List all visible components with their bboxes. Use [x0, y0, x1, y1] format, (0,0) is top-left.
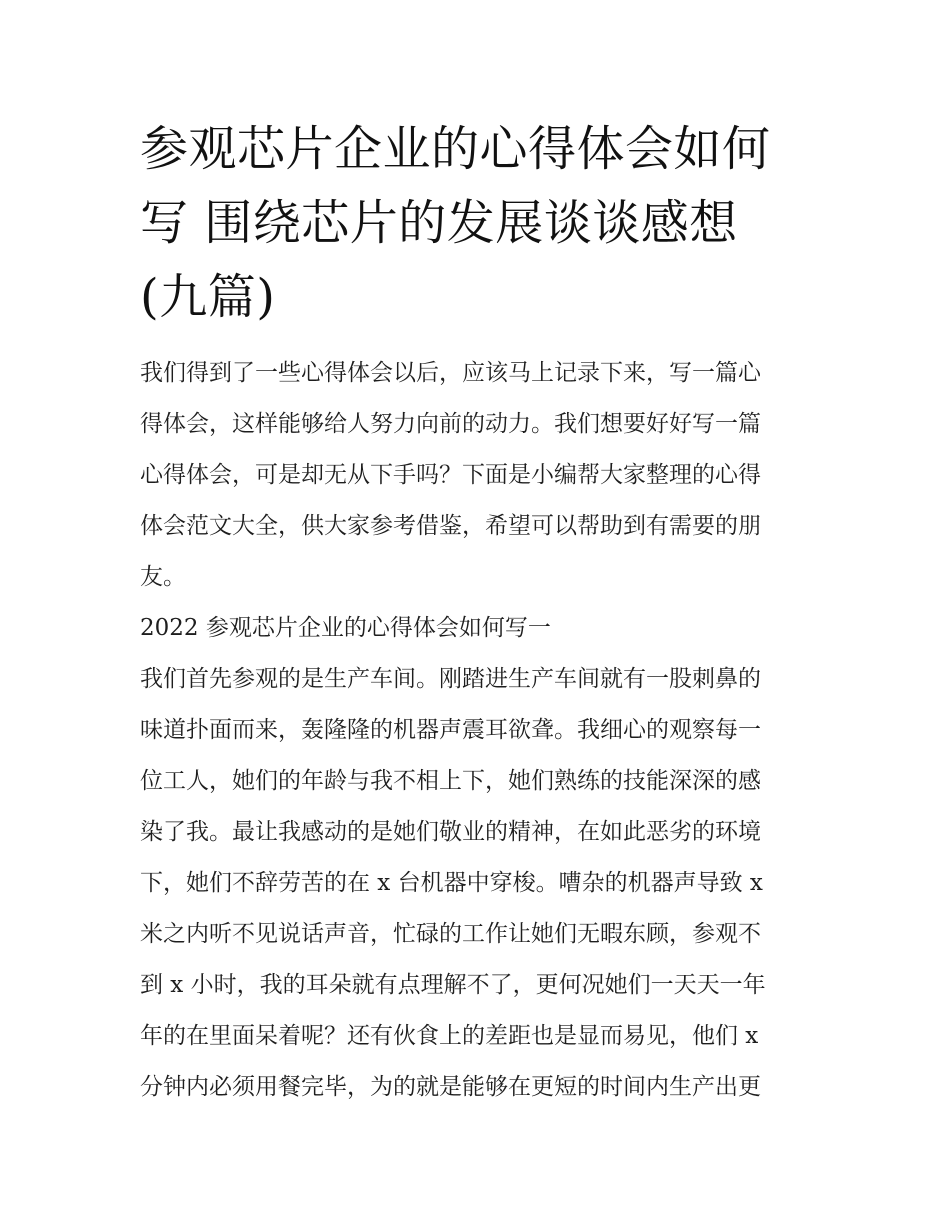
section-heading: 2022 参观芯片企业的心得体会如何写一	[140, 615, 551, 641]
intro-paragraph	[140, 348, 812, 603]
document-content	[140, 112, 812, 1113]
section-line: 位工人，她们的年龄与我不相上下，她们熟练的技能深深的感	[140, 768, 761, 794]
intro-line: 得体会，这样能够给人努力向前的动力。我们想要好好写一篇	[140, 411, 761, 437]
section-line: 我们首先参观的是生产车间。刚踏进生产车间就有一股刺鼻的	[140, 666, 761, 692]
intro-line: 友。	[140, 564, 186, 590]
document-title	[140, 112, 812, 334]
intro-line: 体会范文大全，供大家参考借鉴，希望可以帮助到有需要的朋	[140, 513, 761, 539]
intro-line: 心得体会，可是却无从下手吗？下面是小编帮大家整理的心得	[140, 462, 761, 488]
section-line: 染了我。最让我感动的是她们敬业的精神，在如此恶劣的环境	[140, 819, 761, 845]
title-line: 参观芯片企业的心得体会如何	[140, 121, 771, 177]
section-line: 年的在里面呆着呢？还有伙食上的差距也是显而易见，他们 x	[140, 1023, 759, 1049]
title-line: 写 围绕芯片的发展谈谈感想	[140, 195, 738, 251]
intro-line: 我们得到了一些心得体会以后，应该马上记录下来，写一篇心	[140, 360, 761, 386]
section-paragraph	[140, 654, 812, 1113]
section-line: 到 x 小时，我的耳朵就有点理解不了，更何况她们一天天一年	[140, 972, 766, 998]
section-line: 分钟内必须用餐完毕，为的就是能够在更短的时间内生产出更	[140, 1074, 761, 1100]
section-line: 米之内听不见说话声音，忙碌的工作让她们无暇东顾，参观不	[140, 921, 761, 947]
title-line: (九篇)	[140, 269, 276, 325]
section-line: 下，她们不辞劳苦的在 x 台机器中穿梭。嘈杂的机器声导致 x	[140, 870, 763, 896]
section-line: 味道扑面而来，轰隆隆的机器声震耳欲聋。我细心的观察每一	[140, 717, 761, 743]
